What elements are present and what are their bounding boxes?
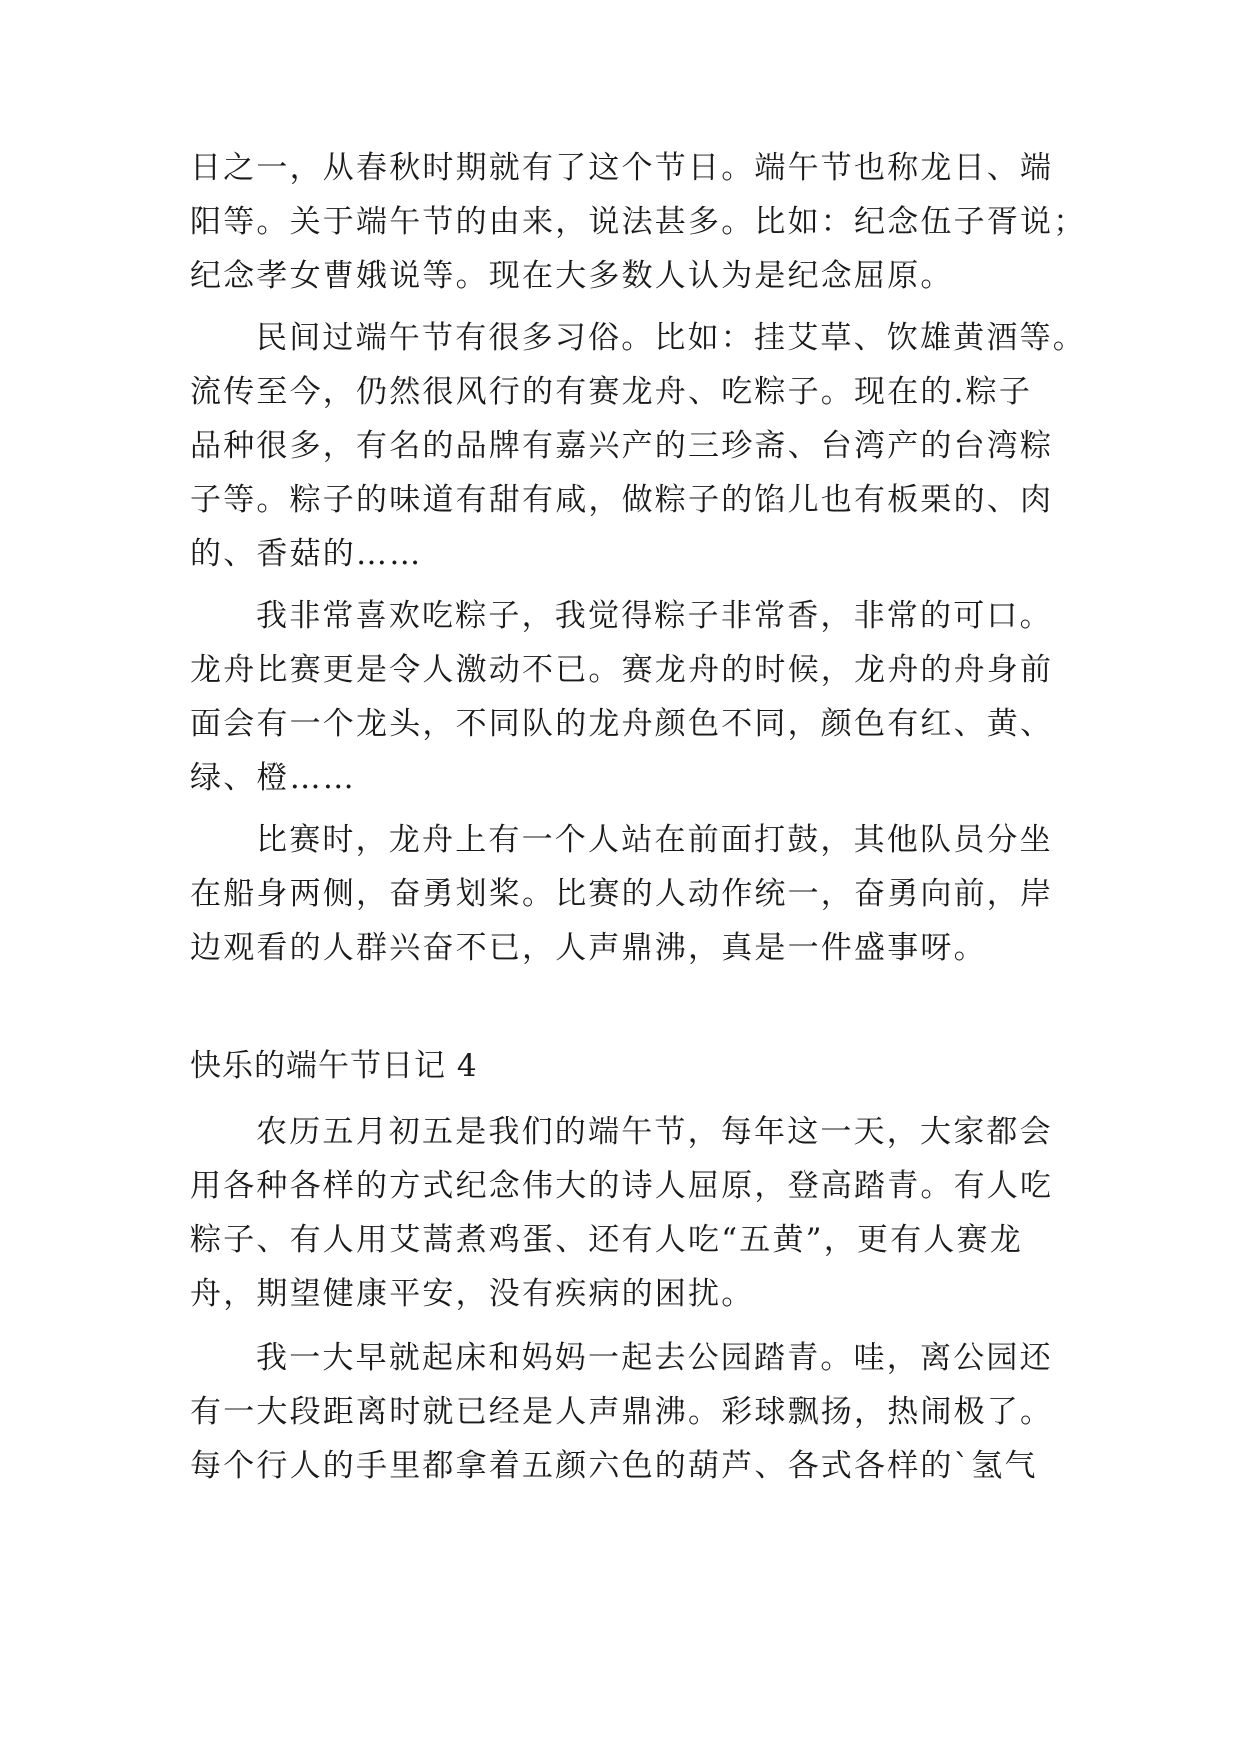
paragraph-line: 品种很多，有名的品牌有嘉兴产的三珍斋、台湾产的台湾粽 xyxy=(190,428,1054,464)
paragraph-line: 日之一，从春秋时期就有了这个节日。端午节也称龙日、端 xyxy=(190,150,1054,186)
paragraph-line: 粽子、有人用艾蒿煮鸡蛋、还有人吃“五黄”，更有人赛龙 xyxy=(190,1222,1023,1258)
paragraph-line: 的、香菇的…… xyxy=(190,536,423,572)
paragraph-line: 用各种各样的方式纪念伟大的诗人屈原，登高踏青。有人吃 xyxy=(190,1168,1054,1204)
paragraph-line: 比赛时，龙舟上有一个人站在前面打鼓，其他队员分坐 xyxy=(256,822,1053,858)
paragraph-line: 面会有一个龙头，不同队的龙舟颜色不同，颜色有红、黄、 xyxy=(190,706,1054,742)
section-heading: 快乐的端午节日记 4 xyxy=(190,1048,478,1084)
paragraph-line: 纪念孝女曹娥说等。现在大多数人认为是纪念屈原。 xyxy=(190,258,954,294)
paragraph-line: 绿、橙…… xyxy=(190,760,356,796)
paragraph-line: 边观看的人群兴奋不已，人声鼎沸，真是一件盛事呀。 xyxy=(190,930,987,966)
paragraph-line: 流传至今，仍然很风行的有赛龙舟、吃粽子。现在的.粽子 xyxy=(190,374,1033,410)
paragraph-line: 有一大段距离时就已经是人声鼎沸。彩球飘扬，热闹极了。 xyxy=(190,1394,1054,1430)
paragraph-line: 每个行人的手里都拿着五颜六色的葫芦、各式各样的`氢气 xyxy=(190,1448,1038,1484)
paragraph-line: 舟，期望健康平安，没有疾病的困扰。 xyxy=(190,1276,755,1312)
paragraph-line: 农历五月初五是我们的端午节，每年这一天，大家都会 xyxy=(256,1114,1053,1150)
paragraph-line: 在船身两侧，奋勇划桨。比赛的人动作统一，奋勇向前，岸 xyxy=(190,876,1054,912)
paragraph-line: 龙舟比赛更是令人激动不已。赛龙舟的时候，龙舟的舟身前 xyxy=(190,652,1054,688)
paragraph-line: 阳等。关于端午节的由来，说法甚多。比如：纪念伍子胥说； xyxy=(190,204,1087,240)
paragraph-line: 子等。粽子的味道有甜有咸，做粽子的馅儿也有板栗的、肉 xyxy=(190,482,1054,518)
paragraph-line: 我非常喜欢吃粽子，我觉得粽子非常香，非常的可口。 xyxy=(256,598,1053,634)
paragraph-line: 民间过端午节有很多习俗。比如：挂艾草、饮雄黄酒等。 xyxy=(256,320,1086,356)
paragraph-line: 我一大早就起床和妈妈一起去公园踏青。哇，离公园还 xyxy=(256,1340,1053,1376)
